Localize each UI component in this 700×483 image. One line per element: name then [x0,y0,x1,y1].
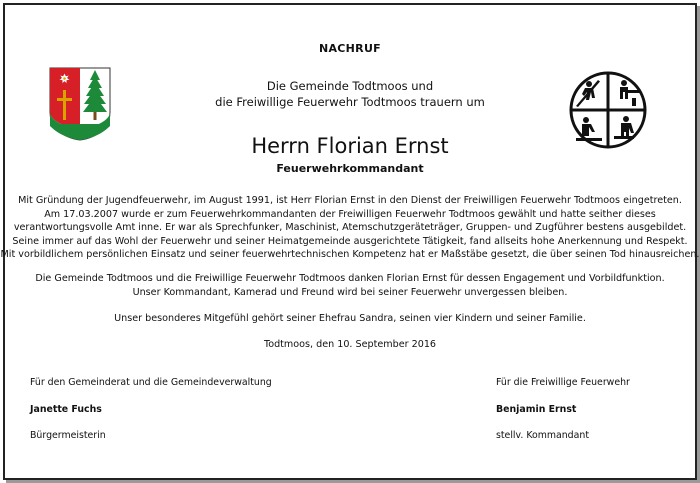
paragraph-line: Mit Gründung der Jugendfeuerwehr, im August 1991, ist Herr Florian Ernst in den Dienst der Freiwilligen Feuerwehr Todtmoos eingetreten. [18,195,682,206]
deceased-name: Herrn Florian Ernst [251,134,449,158]
paragraph-condolence: Unser besonderes Mitgefühl gehört seiner Ehefrau Sandra, seinen vier Kindern und seiner Familie. [114,313,586,324]
signature-left-title: Bürgermeisterin [30,430,106,441]
paragraph-line: Unser Kommandant, Kamerad und Freund wird bei seiner Feuerwehr unvergessen bleiben. [132,286,568,298]
paragraph-thanks [0,272,700,299]
notice-heading: NACHRUF [318,42,381,55]
signature-right-for: Für die Freiwillige Feuerwehr [496,377,630,388]
signature-left-name: Janette Fuchs [30,404,102,415]
intro-line-1: Die Gemeinde Todtmoos und [266,79,434,93]
deceased-role: Feuerwehrkommandant [276,162,424,175]
date-line: Todtmoos, den 10. September 2016 [263,339,437,350]
paragraph-line: Die Gemeinde Todtmoos und die Freiwillige Feuerwehr Todtmoos danken Florian Ernst für dessen Engagement und Vorbildfunktion. [35,273,665,284]
signature-right-title: stellv. Kommandant [496,430,589,441]
paragraph-career [0,194,700,262]
paragraph-line: verantwortungsvolle Amt inne. Er war als Sprechfunker, Maschinist, Atemschutzgeräteträger, Gruppen- und Zugführer bestens ausgebildet. [13,222,687,234]
paragraph-line: Am 17.03.2007 wurde er zum Feuerwehrkommandanten der Freiwilligen Feuerwehr Todtmoos gewählt und hatte seither dieses [44,208,656,220]
intro-line-2: die Freiwillige Feuerwehr Todtmoos trauern um [215,95,485,109]
signature-left-for: Für den Gemeinderat und die Gemeindeverwaltung [30,377,272,388]
paragraph-line: Mit vorbildlichem persönlichen Einsatz und seiner feuerwehrtechnischen Kompetenz hat er Maßstäbe gesetzt, die über seinen Tod hinausreichen. [0,249,700,261]
paragraph-line: Seine immer auf das Wohl der Feuerwehr und seiner Heimatgemeinde ausgerichtete Tätigkeit, fand allseits hohe Anerkennung und Respekt. [12,235,688,247]
signature-right-name: Benjamin Ernst [496,404,577,415]
